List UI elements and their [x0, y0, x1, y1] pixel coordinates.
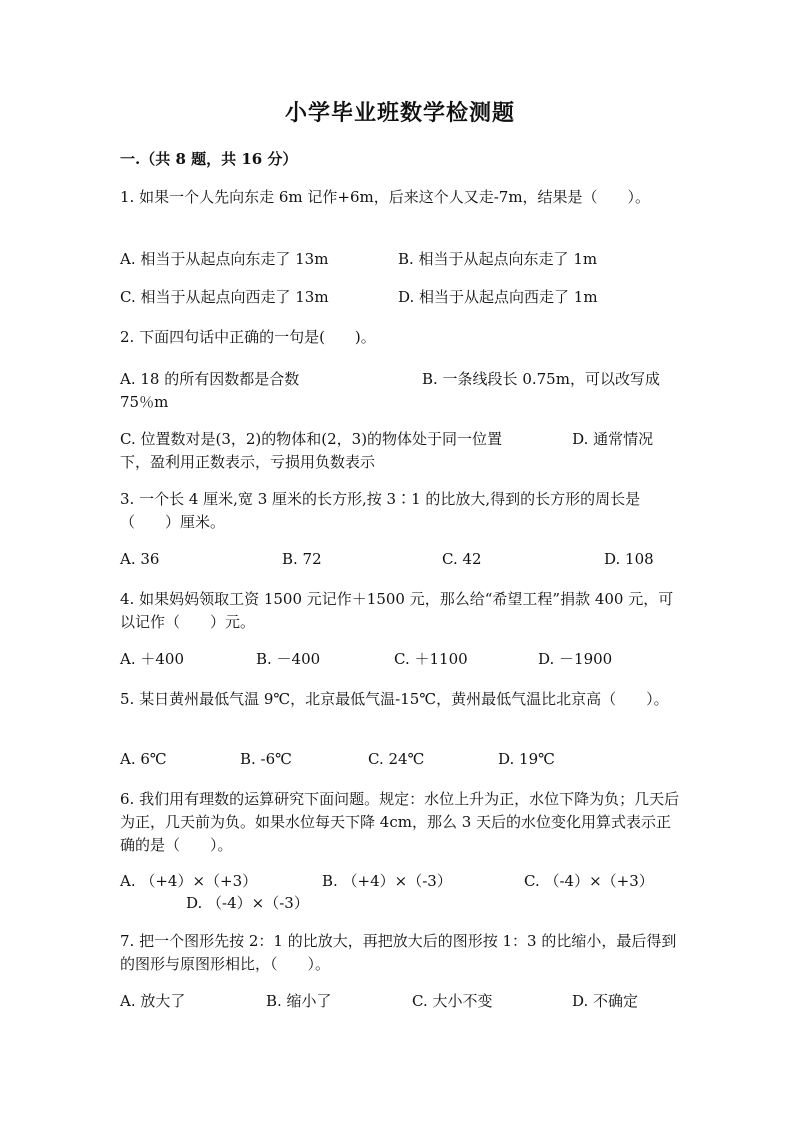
- question-7-stem: 7. 把一个图形先按 2：1 的比放大，再把放大后的图形按 1：3 的比缩小，最后得到的图形与原图形相比，（ ）。: [120, 932, 677, 973]
- question-4-option-c[interactable]: C. ＋1100: [394, 650, 468, 668]
- section-heading: 一.（共 8 题，共 16 分）: [120, 150, 298, 168]
- question-1-option-b[interactable]: B. 相当于从起点向东走了 1m: [398, 250, 598, 268]
- question-4-option-b[interactable]: B. －400: [256, 650, 321, 668]
- question-6-option-d[interactable]: D. （-4）×（-3）: [186, 894, 309, 912]
- question-4-stem: 4. 如果妈妈领取工资 1500 元记作＋1500 元，那么给“希望工程”捐款 400 元，可以记作（ ）元。: [120, 590, 674, 631]
- question-2-options-cd[interactable]: [120, 428, 680, 474]
- question-2-option-a[interactable]: A. 18 的所有因数都是合数: [120, 370, 300, 388]
- question-5-option-b[interactable]: B. -6℃: [240, 750, 292, 768]
- question-6-option-b[interactable]: B. （+4）×（-3）: [322, 872, 452, 890]
- question-3-option-c[interactable]: C. 42: [442, 550, 482, 568]
- question-5-option-a[interactable]: A. 6℃: [120, 750, 167, 768]
- question-4-option-d[interactable]: D. －1900: [538, 650, 613, 668]
- question-4-option-a[interactable]: A. ＋400: [120, 650, 184, 668]
- question-7-option-b[interactable]: B. 缩小了: [266, 992, 332, 1010]
- question-5-option-c[interactable]: C. 24℃: [368, 750, 425, 768]
- question-5-stem: 5. 某日黄州最低气温 9℃，北京最低气温-15℃，黄州最低气温比北京高（ ）。: [120, 690, 669, 708]
- question-3-option-b[interactable]: B. 72: [282, 550, 322, 568]
- question-1-option-a[interactable]: A. 相当于从起点向东走了 13m: [120, 250, 329, 268]
- question-2-option-b[interactable]: B. 一条线段长 0.75m，可以改写成 75％m: [120, 370, 660, 411]
- question-6-option-c[interactable]: C. （-4）×（+3）: [524, 872, 654, 890]
- page-title: 小学毕业班数学检测题: [284, 100, 515, 126]
- question-5-option-d[interactable]: D. 19℃: [498, 750, 555, 768]
- question-2-option-d[interactable]: D. 通常情况下，盈利用正数表示，亏损用负数表示: [120, 430, 654, 471]
- question-7-option-a[interactable]: A. 放大了: [120, 992, 186, 1010]
- question-2-option-c[interactable]: C. 位置数对是(3，2)的物体和(2，3)的物体处于同一位置: [120, 430, 503, 448]
- question-1-option-d[interactable]: D. 相当于从起点向西走了 1m: [398, 288, 598, 306]
- question-6-option-a[interactable]: A. （+4）×（+3）: [120, 872, 258, 890]
- question-1-option-c[interactable]: C. 相当于从起点向西走了 13m: [120, 288, 329, 306]
- question-6-stem: 6. 我们用有理数的运算研究下面问题。规定：水位上升为正，水位下降为负；几天后为正，几天前为负。如果水位每天下降 4cm，那么 3 天后的水位变化用算式表示正确的是（ ）。: [120, 790, 680, 854]
- question-3-option-d[interactable]: D. 108: [604, 550, 654, 568]
- question-1-stem: 1. 如果一个人先向东走 6m 记作+6m，后来这个人又走-7m，结果是（ ）。: [120, 188, 651, 206]
- question-7-option-c[interactable]: C. 大小不变: [412, 992, 493, 1010]
- question-7-option-d[interactable]: D. 不确定: [572, 992, 639, 1010]
- question-2-stem: 2. 下面四句话中正确的一句是( )。: [120, 328, 376, 346]
- question-3-stem: 3. 一个长 4 厘米,宽 3 厘米的长方形,按 3∶1 的比放大,得到的长方形的周长是（ ）厘米。: [120, 490, 641, 531]
- question-3-option-a[interactable]: A. 36: [120, 550, 160, 568]
